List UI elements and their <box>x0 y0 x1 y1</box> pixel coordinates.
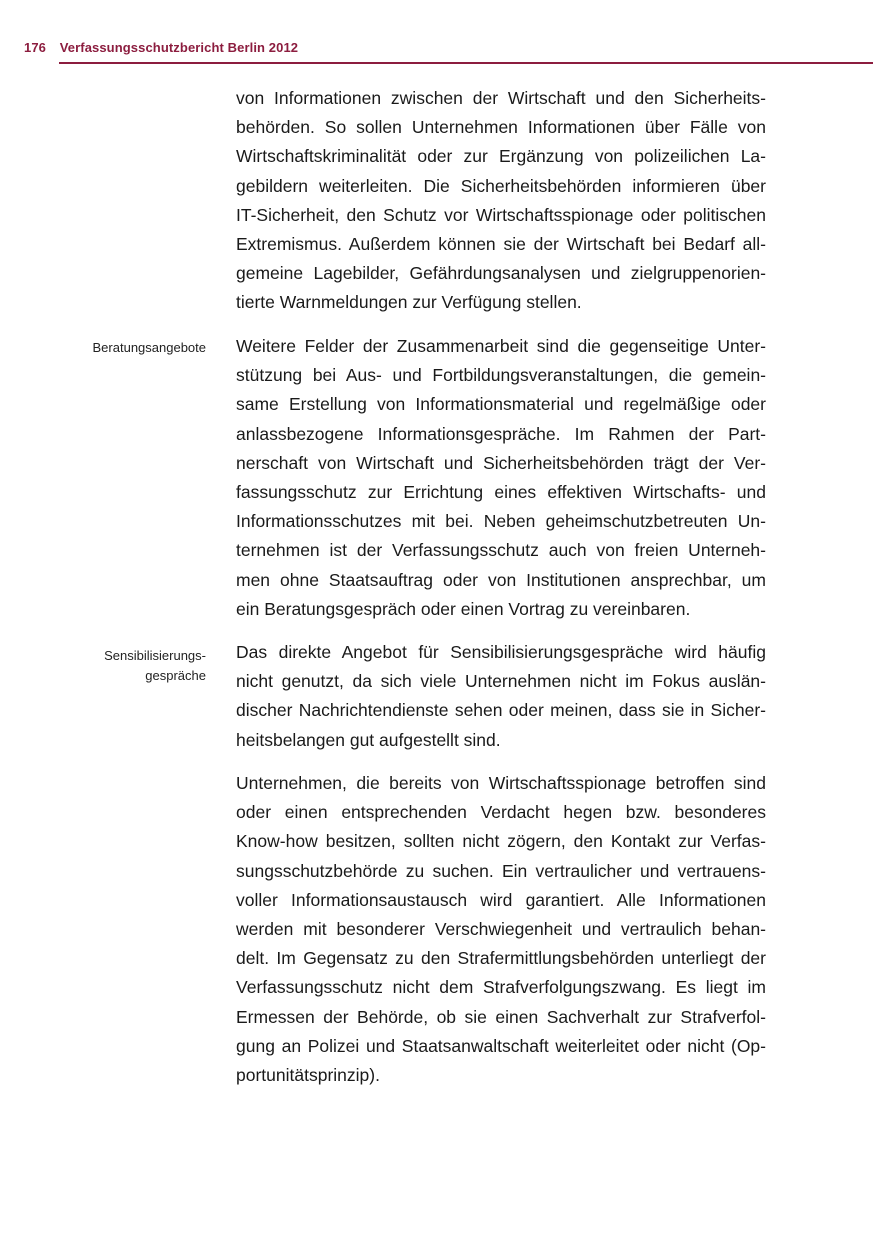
text-line: IT-Sicherheit, den Schutz vor Wirtschaftsspionage oder politischen <box>236 204 766 225</box>
text-line: stützung bei Aus- und Fortbildungsveranstaltungen, die gemein- <box>236 365 766 386</box>
text-line: Wirtschaftskriminalität oder zur Ergänzung von polizeilichen La- <box>236 146 766 167</box>
text-line: heitsbelangen gut aufgestellt sind. <box>236 729 501 750</box>
text-line: Verfassungsschutz nicht dem Strafverfolgungszwang. Es liegt im <box>236 977 766 998</box>
text-line: delt. Im Gegensatz zu den Strafermittlungsbehörden unterliegt der <box>236 948 766 969</box>
text-line: discher Nachrichtendienste sehen oder meinen, dass sie in Sicher- <box>236 700 766 721</box>
text-line: Weitere Felder der Zusammenarbeit sind die gegenseitige Unter- <box>236 336 766 356</box>
header-title: Verfassungsschutzbericht Berlin 2012 <box>59 40 299 55</box>
text-line: oder einen entsprechenden Verdacht hegen bzw. besonderes <box>236 802 766 823</box>
text-line: nerschaft von Wirtschaft und Sicherheitsbehörden trägt der Ver- <box>236 452 766 473</box>
text-line: tierte Warnmeldungen zur Verfügung stellen. <box>236 292 582 313</box>
text-line: nicht genutzt, da sich viele Unternehmen nicht im Fokus auslän- <box>236 671 766 692</box>
text-line: ein Beratungsgespräch oder einen Vortrag zu vereinbaren. <box>236 598 691 619</box>
margin-note-sensibilisierungsgespraeche <box>40 646 206 686</box>
text-line: voller Informationsaustausch wird garantiert. Alle Informationen <box>236 889 766 910</box>
paragraph-1 <box>236 84 766 318</box>
text-line: anlassbezogene Informationsgespräche. Im Rahmen der Part- <box>236 423 766 444</box>
text-line: gung an Polizei und Staatsanwaltschaft weiterleitet oder nicht (Op- <box>236 1035 766 1056</box>
text-line: Extremismus. Außerdem können sie der Wirtschaft bei Bedarf all- <box>236 234 766 255</box>
text-line: portunitätsprinzip). <box>236 1065 380 1086</box>
text-line: behörden. So sollen Unternehmen Informationen über Fälle von <box>236 117 766 138</box>
header-rule <box>59 62 873 64</box>
text-line: ternehmen ist der Verfassungsschutz auch von freien Unterneh- <box>236 540 766 561</box>
text-line: Know-how besitzen, sollten nicht zögern, den Kontakt zur Verfas- <box>236 831 766 852</box>
margin-note-text: Sensibilisierungs- <box>104 648 206 663</box>
text-line: Ermessen der Behörde, ob sie einen Sachverhalt zur Strafverfol- <box>236 1006 766 1027</box>
running-header <box>24 40 298 60</box>
page-number: 176 <box>24 40 46 55</box>
text-line: same Erstellung von Informationsmaterial und regelmäßige oder <box>236 394 766 415</box>
text-line: gebildern weiterleiten. Die Sicherheitsbehörden informieren über <box>236 175 766 196</box>
text-line: gemeine Lagebilder, Gefährdungsanalysen und zielgruppenorien- <box>236 263 766 284</box>
text-line: Unternehmen, die bereits von Wirtschaftsspionage betroffen sind <box>236 773 766 793</box>
margin-note-text: gespräche <box>145 668 206 683</box>
paragraph-4 <box>236 769 766 1090</box>
text-line: werden mit besonderer Verschwiegenheit und vertraulich behan- <box>236 919 766 940</box>
margin-note-text: Beratungsangebote <box>92 340 206 355</box>
text-line: fassungsschutz zur Errichtung eines effektiven Wirtschafts- und <box>236 482 766 503</box>
text-line: Informationsschutzes mit bei. Neben geheimschutzbetreuten Un- <box>236 511 766 532</box>
paragraph-3 <box>236 638 766 755</box>
paragraph-2 <box>236 332 766 624</box>
text-line: von Informationen zwischen der Wirtschaft und den Sicherheits- <box>236 88 766 108</box>
text-line: sungsschutzbehörde zu suchen. Ein vertraulicher und vertrauens- <box>236 860 766 881</box>
margin-note-beratungsangebote <box>40 338 206 358</box>
text-line: men ohne Staatsauftrag oder von Institutionen ansprechbar, um <box>236 569 766 590</box>
text-line: Das direkte Angebot für Sensibilisierungsgespräche wird häufig <box>236 642 766 662</box>
